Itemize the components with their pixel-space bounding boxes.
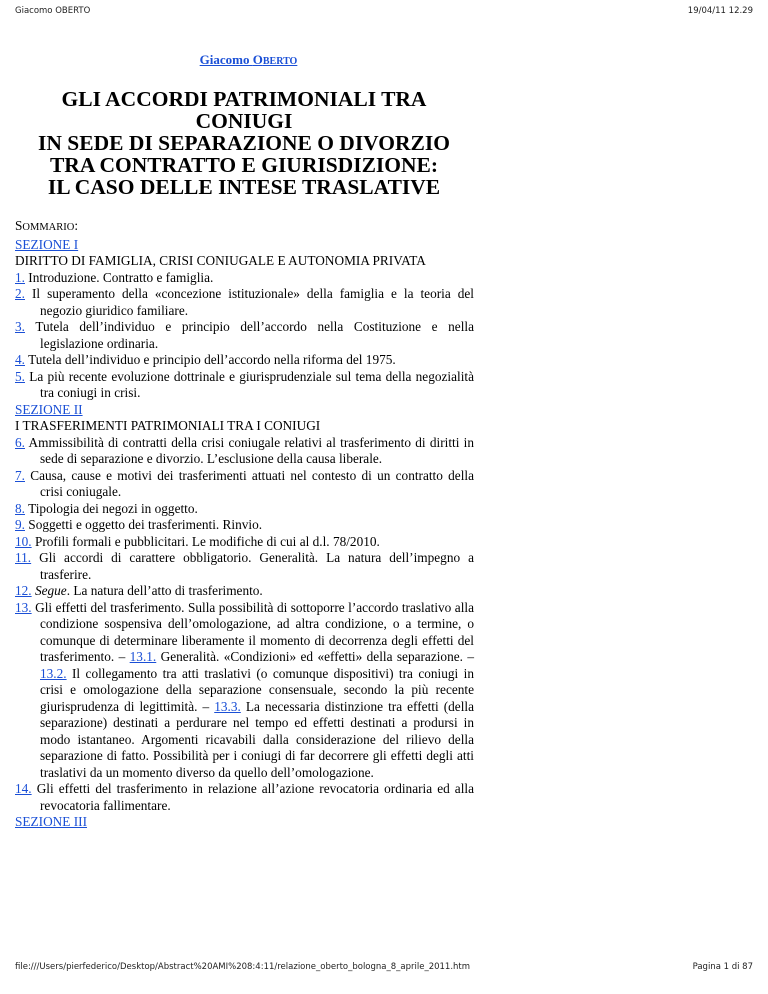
section-link-row: [15, 402, 474, 419]
print-header-datetime: 19/04/11 12.29: [687, 6, 753, 16]
title-line: CONIUGI: [195, 109, 293, 133]
toc-link-13-2[interactable]: 13.2.: [40, 665, 67, 681]
toc-link-10[interactable]: 10.: [15, 533, 32, 549]
toc-link-13-1[interactable]: 13.1.: [129, 649, 157, 664]
sommario-heading: SOMMARIO:: [15, 218, 79, 233]
toc-item: 7. Causa, cause e motivi dei trasferimenti attuati nel contesto di un contratto della crisi coniugale.: [15, 467, 474, 499]
document-title: [14, 88, 474, 198]
title-line: IL CASO DELLE INTESE TRASLATIVE: [47, 175, 441, 199]
title-line: TRA CONTRATTO E GIURISDIZIONE:: [49, 153, 439, 177]
section-link-row: [15, 814, 474, 831]
section-link-row: [15, 237, 474, 254]
section-1-title: DIRITTO DI FAMIGLIA, CRISI CONIUGALE E AUTONOMIA PRIVATA: [15, 253, 426, 268]
toc-link-2[interactable]: 2.: [15, 286, 25, 301]
table-of-contents: [15, 218, 474, 831]
toc-link-14[interactable]: 14.: [15, 781, 32, 796]
toc-item: 12. Segue. La natura dell’atto di trasferimento.: [15, 583, 263, 598]
toc-item: 13. Gli effetti del trasferimento. Sulla possibilità di sottoporre l’accordo traslativo alla condizione sospensiva dell’omologazione, ad altra condizione, o a termine, o comunque di determinare liberamente il momento di decorrenza degli effetti del trasferimento. – 13.1. Generalità. «Condizioni» ed «effetti» della separazione. – 13.2. Il collegamento tra atti traslativi (o comunque dispositivi) tra coniugi in crisi e omologazione della separazione consensuale, secondo la più recente giurisprudenza di legittimità. – 13.3. La necessaria distinzione tra effetti (della separazione) destinati a perdurare nel tempo ed effetti destinati a prodursi in modo istantaneo. Argomenti ricavabili dalla considerazione del rilievo della separazione di fatto. Possibilità per i coniugi di far decorrere gli effetti degli atti traslativi da un momento diverso da quello dell’omologazione.: [15, 599, 474, 780]
section-3-link[interactable]: SEZIONE III: [15, 814, 88, 829]
toc-link-12[interactable]: 12.: [15, 583, 32, 598]
title-line: GLI ACCORDI PATRIMONIALI TRA: [61, 87, 427, 111]
toc-link-4[interactable]: 4.: [15, 352, 25, 367]
toc-link-3[interactable]: 3.: [15, 319, 25, 334]
toc-item: 2. Il superamento della «concezione istituzionale» della famiglia e la teoria del negozio giuridico familiare.: [15, 286, 474, 318]
toc-item: 9. Soggetti e oggetto dei trasferimenti. Rinvio.: [15, 517, 263, 532]
toc-link-9[interactable]: 9.: [15, 517, 25, 532]
toc-link-6[interactable]: 6.: [15, 434, 25, 450]
print-header-title: Giacomo OBERTO: [15, 6, 91, 16]
author-line: [0, 52, 497, 68]
toc-item: 1. Introduzione. Contratto e famiglia.: [15, 269, 214, 285]
toc-item: 4. Tutela dell’individuo e principio dell’accordo nella riforma del 1975.: [15, 352, 396, 367]
toc-item: 8. Tipologia dei negozi in oggetto.: [15, 500, 198, 516]
toc-item: 3. Tutela dell’individuo e principio dell’accordo nella Costituzione e nella legislazione ordinaria.: [15, 319, 474, 351]
toc-link-8[interactable]: 8.: [15, 500, 25, 516]
toc-link-5[interactable]: 5.: [15, 368, 25, 384]
title-line: IN SEDE DI SEPARAZIONE O DIVORZIO: [38, 131, 450, 155]
toc-link-13[interactable]: 13.: [15, 599, 32, 615]
toc-link-13-3[interactable]: 13.3.: [214, 698, 241, 714]
toc-link-7[interactable]: 7.: [15, 467, 25, 483]
file-url: file:///Users/pierfederico/Desktop/Abstract%20AMI%208:4:11/relazione_oberto_bologna_8_aprile_2011.htm: [15, 962, 471, 972]
toc-item: 10. Profili formali e pubblicitari. Le modifiche di cui al d.l. 78/2010.: [15, 533, 380, 549]
toc-item: 14. Gli effetti del trasferimento in relazione all’azione revocatoria ordinaria ed alla revocatoria fallimentare.: [15, 781, 474, 813]
toc-link-11[interactable]: 11.: [15, 550, 32, 565]
toc-item: 6. Ammissibilità di contratti della crisi coniugale relativi al trasferimento di diritti in sede di separazione e divorzio. L’esclusione della causa liberale.: [15, 434, 474, 466]
toc-item: 5. La più recente evoluzione dottrinale e giurisprudenziale sul tema della negozialità tra coniugi in crisi.: [15, 368, 474, 400]
toc-link-1[interactable]: 1.: [15, 269, 25, 285]
section-2-link[interactable]: SEZIONE II: [15, 401, 83, 417]
page-number: Pagina 1 di 87: [692, 962, 753, 972]
section-1-link[interactable]: SEZIONE I: [15, 236, 79, 252]
segue-label: Segue: [34, 583, 67, 598]
section-2-title: I TRASFERIMENTI PATRIMONIALI TRA I CONIUGI: [15, 418, 321, 433]
toc-item: 11. Gli accordi di carattere obbligatorio. Generalità. La natura dell’impegno a trasferire.: [15, 550, 474, 582]
author-link[interactable]: Giacomo OBERTO: [199, 52, 298, 67]
